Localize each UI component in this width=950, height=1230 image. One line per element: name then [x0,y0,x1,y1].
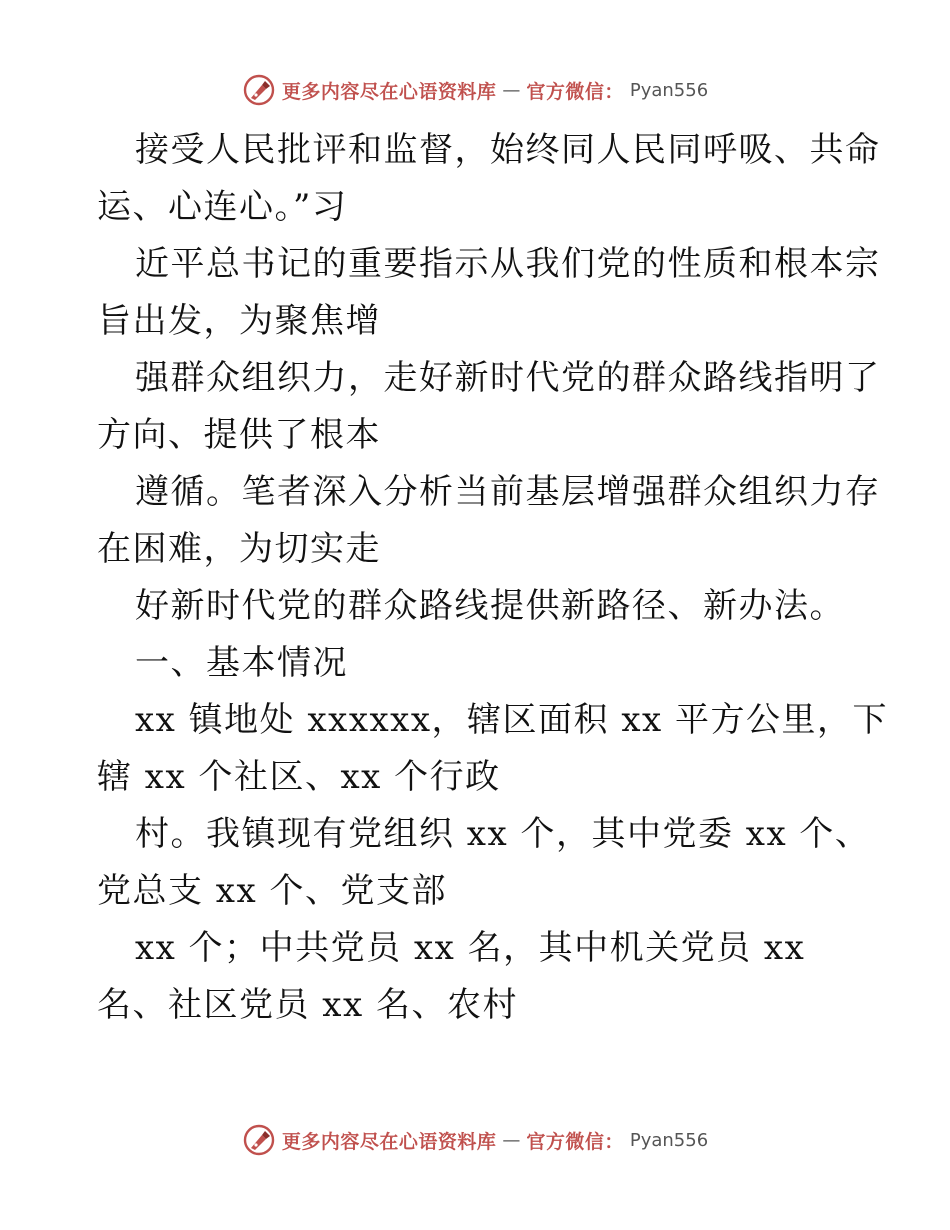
body-line: 辖 xx 个社区、xx 个行政 [97,757,501,797]
pen-nib-logo-icon [242,1123,276,1157]
body-line: 近平总书记的重要指示从我们党的性质和根本宗 [135,244,881,284]
wechat-id: Pyan556 [629,79,709,101]
promo-dash: — [502,79,521,101]
wechat-label: 官方微信： [526,1130,624,1153]
body-line: 在困难，为切实走 [97,529,381,569]
body-line: xx 镇地处 xxxxxx，辖区面积 xx 平方公里，下 [135,700,888,740]
body-line: 方向、提供了根本 [97,415,381,455]
promo-text: 更多内容尽在心语资料库 [281,1130,497,1153]
body-line: 好新时代党的群众路线提供新路径、新办法。 [135,586,845,626]
body-line: 强群众组织力，走好新时代党的群众路线指明了 [135,358,881,398]
body-line: 旨出发，为聚焦增 [97,301,381,341]
document-body [97,122,888,1034]
body-line: 名、社区党员 xx 名、农村 [97,985,518,1025]
body-line: 村。我镇现有党组织 xx 个，其中党委 xx 个、 [135,814,871,854]
body-line: 遵循。笔者深入分析当前基层增强群众组织力存 [135,472,881,512]
body-line: 接受人民批评和监督，始终同人民同呼吸、共命 [135,130,881,170]
header-watermark-banner [0,70,950,110]
body-line: xx 个；中共党员 xx 名，其中机关党员 xx [135,928,806,968]
section-heading: 一、基本情况 [135,643,348,683]
wechat-id: Pyan556 [629,1129,709,1151]
footer-watermark-banner [0,1120,950,1160]
pen-nib-logo-icon [242,73,276,107]
promo-dash: — [502,1129,521,1151]
body-line: 党总支 xx 个、党支部 [97,871,447,911]
body-line: 运、心连心。”习 [97,187,348,227]
promo-text: 更多内容尽在心语资料库 [281,80,497,103]
wechat-label: 官方微信： [526,80,624,103]
